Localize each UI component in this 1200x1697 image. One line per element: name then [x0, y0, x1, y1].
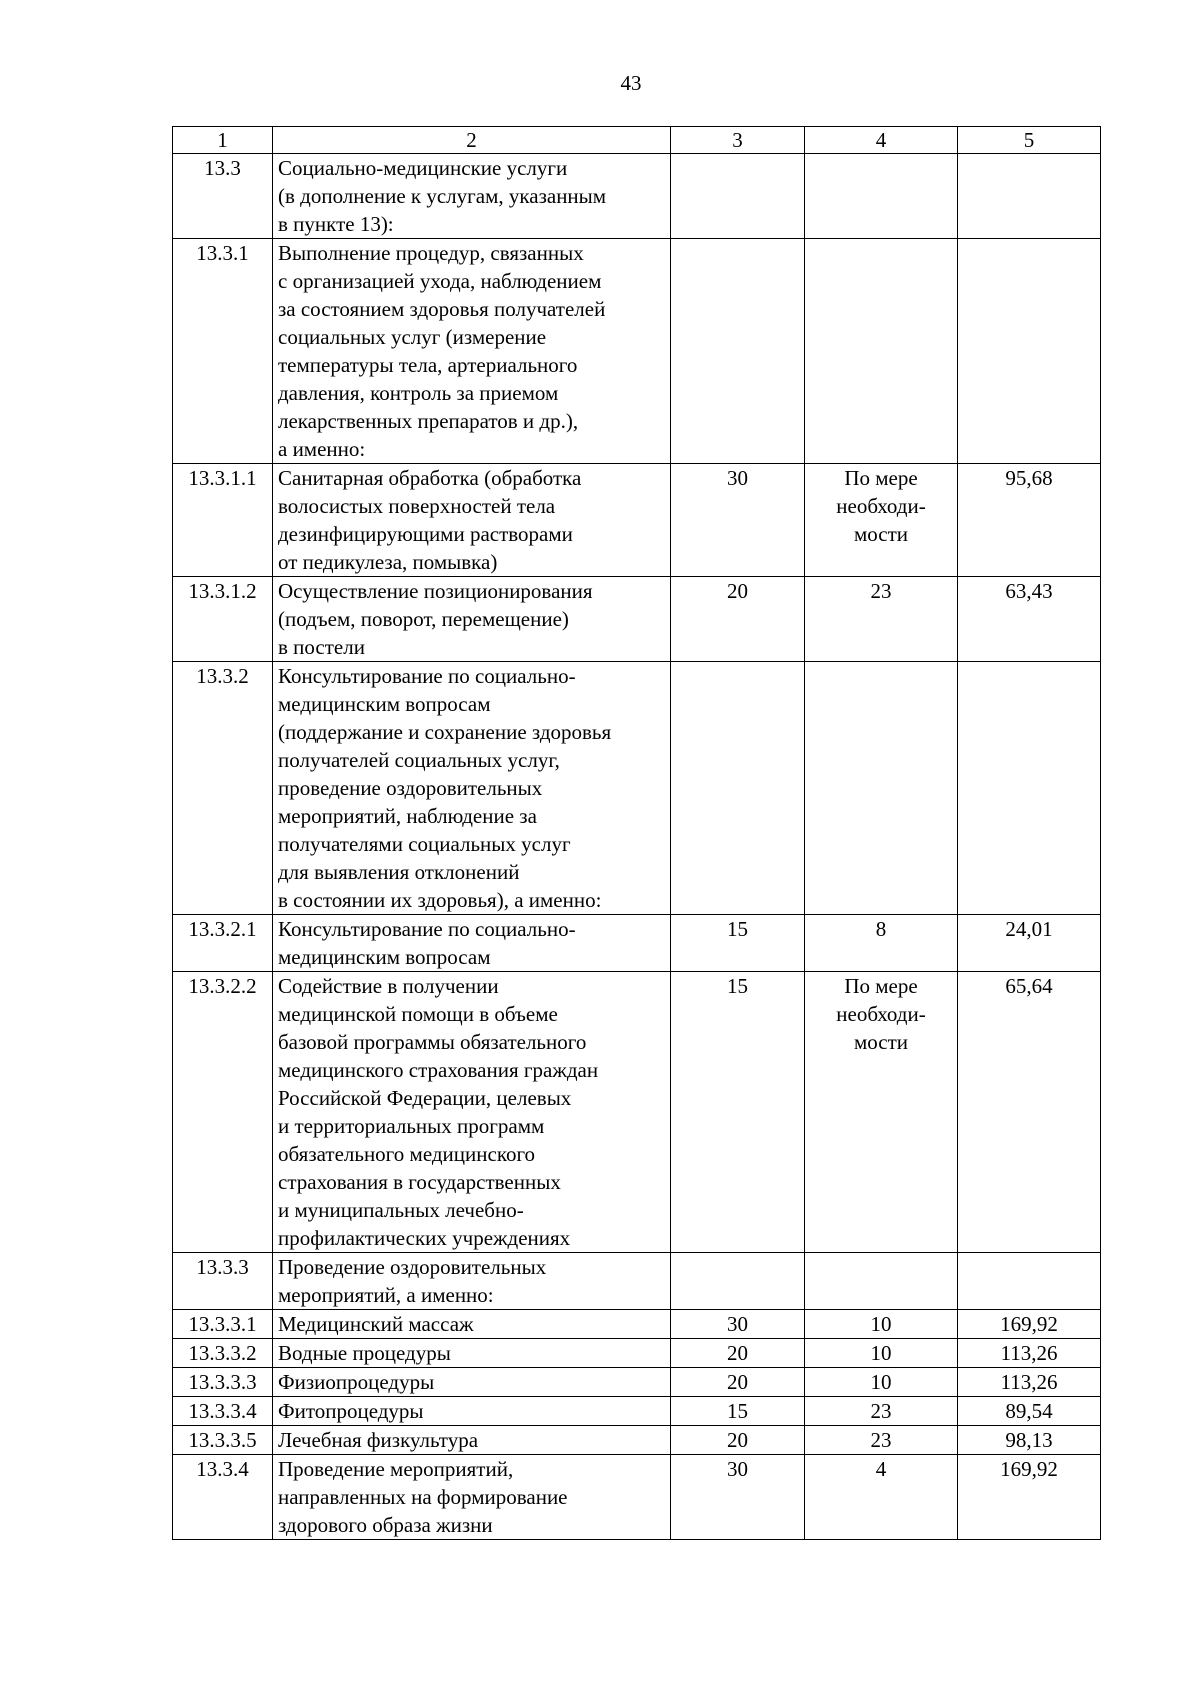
- item-number: 13.3.2.2: [173, 972, 273, 1253]
- table-row: [173, 1426, 1101, 1455]
- item-number: 13.3.4: [173, 1455, 273, 1540]
- value-col-3: [671, 662, 805, 915]
- table-row: [173, 1339, 1101, 1368]
- value-col-5: [958, 239, 1101, 464]
- item-number: 13.3.3: [173, 1253, 273, 1310]
- table-row: [173, 1310, 1101, 1339]
- table-row: [173, 464, 1101, 577]
- service-name: Консультирование по социально- медицинским вопросам: [273, 915, 671, 972]
- service-name: Осуществление позиционирования (подъем, поворот, перемещение) в постели: [273, 577, 671, 662]
- table-row: [173, 662, 1101, 915]
- item-number: 13.3.3.3: [173, 1368, 273, 1397]
- value-col-4: 8: [805, 915, 958, 972]
- value-col-4: По мере необходи- мости: [805, 972, 958, 1253]
- header-cell-5: 5: [958, 127, 1101, 154]
- item-number: 13.3.3.1: [173, 1310, 273, 1339]
- value-col-5: 98,13: [958, 1426, 1101, 1455]
- table-row: [173, 972, 1101, 1253]
- value-col-4: 10: [805, 1310, 958, 1339]
- service-name: Проведение мероприятий, направленных на формирование здорового образа жизни: [273, 1455, 671, 1540]
- header-cell-3: 3: [671, 127, 805, 154]
- service-name: Консультирование по социально- медицинским вопросам (поддержание и сохранение здоровья получателей социальных услуг, проведение оздоровительных мероприятий, наблюдение за получателями социальных услуг для выявления отклонений в состоянии их здоровья), а именно:: [273, 662, 671, 915]
- table-row: [173, 154, 1101, 239]
- value-col-4: По мере необходи- мости: [805, 464, 958, 577]
- service-name: Санитарная обработка (обработка волосистых поверхностей тела дезинфицирующими растворами от педикулеза, помывка): [273, 464, 671, 577]
- value-col-3: [671, 154, 805, 239]
- table-row: [173, 1397, 1101, 1426]
- service-name: Физиопроцедуры: [273, 1368, 671, 1397]
- table-row: [173, 915, 1101, 972]
- item-number: 13.3.1.1: [173, 464, 273, 577]
- value-col-3: 20: [671, 1368, 805, 1397]
- value-col-4: 23: [805, 577, 958, 662]
- value-col-5: [958, 662, 1101, 915]
- value-col-3: [671, 239, 805, 464]
- item-number: 13.3.2: [173, 662, 273, 915]
- header-cell-2: 2: [273, 127, 671, 154]
- value-col-3: 15: [671, 1397, 805, 1426]
- value-col-3: 20: [671, 1339, 805, 1368]
- services-table: [172, 126, 1101, 1540]
- value-col-5: 89,54: [958, 1397, 1101, 1426]
- value-col-5: [958, 154, 1101, 239]
- table-row: [173, 1253, 1101, 1310]
- page-number: 43: [620, 71, 642, 95]
- value-col-4: 23: [805, 1426, 958, 1455]
- value-col-5: 113,26: [958, 1339, 1101, 1368]
- item-number: 13.3.3.2: [173, 1339, 273, 1368]
- item-number: 13.3.2.1: [173, 915, 273, 972]
- value-col-5: 169,92: [958, 1310, 1101, 1339]
- value-col-4: 10: [805, 1368, 958, 1397]
- value-col-3: 15: [671, 972, 805, 1253]
- value-col-5: 113,26: [958, 1368, 1101, 1397]
- value-col-5: 63,43: [958, 577, 1101, 662]
- table-row: [173, 1368, 1101, 1397]
- service-name: Лечебная физкультура: [273, 1426, 671, 1455]
- value-col-3: 30: [671, 1455, 805, 1540]
- value-col-3: 20: [671, 1426, 805, 1455]
- value-col-4: 10: [805, 1339, 958, 1368]
- value-col-5: 169,92: [958, 1455, 1101, 1540]
- table-header-row: [173, 127, 1101, 154]
- table-row: [173, 239, 1101, 464]
- table-row: [173, 1455, 1101, 1540]
- service-name: Водные процедуры: [273, 1339, 671, 1368]
- item-number: 13.3.3.4: [173, 1397, 273, 1426]
- table-row: [173, 577, 1101, 662]
- header-cell-1: 1: [173, 127, 273, 154]
- service-name: Фитопроцедуры: [273, 1397, 671, 1426]
- value-col-4: 23: [805, 1397, 958, 1426]
- header-cell-4: 4: [805, 127, 958, 154]
- value-col-4: [805, 154, 958, 239]
- value-col-5: 24,01: [958, 915, 1101, 972]
- value-col-3: 30: [671, 464, 805, 577]
- item-number: 13.3: [173, 154, 273, 239]
- service-name: Социально-медицинские услуги (в дополнение к услугам, указанным в пункте 13):: [273, 154, 671, 239]
- service-name: Проведение оздоровительных мероприятий, а именно:: [273, 1253, 671, 1310]
- value-col-3: 30: [671, 1310, 805, 1339]
- value-col-5: 65,64: [958, 972, 1101, 1253]
- value-col-5: [958, 1253, 1101, 1310]
- value-col-3: 15: [671, 915, 805, 972]
- item-number: 13.3.3.5: [173, 1426, 273, 1455]
- service-name: Содействие в получении медицинской помощи в объеме базовой программы обязательного медицинского страхования граждан Российской Федерации, целевых и территориальных программ обязательного медицинского страхования в государственных и муниципальных лечебно- профилактических учреждениях: [273, 972, 671, 1253]
- service-name: Выполнение процедур, связанных с организацией ухода, наблюдением за состоянием здоровья получателей социальных услуг (измерение температуры тела, артериального давления, контроль за приемом лекарственных препаратов и др.), а именно:: [273, 239, 671, 464]
- value-col-5: 95,68: [958, 464, 1101, 577]
- service-name: Медицинский массаж: [273, 1310, 671, 1339]
- value-col-3: 20: [671, 577, 805, 662]
- item-number: 13.3.1.2: [173, 577, 273, 662]
- value-col-4: [805, 1253, 958, 1310]
- value-col-4: 4: [805, 1455, 958, 1540]
- item-number: 13.3.1: [173, 239, 273, 464]
- value-col-4: [805, 239, 958, 464]
- value-col-4: [805, 662, 958, 915]
- value-col-3: [671, 1253, 805, 1310]
